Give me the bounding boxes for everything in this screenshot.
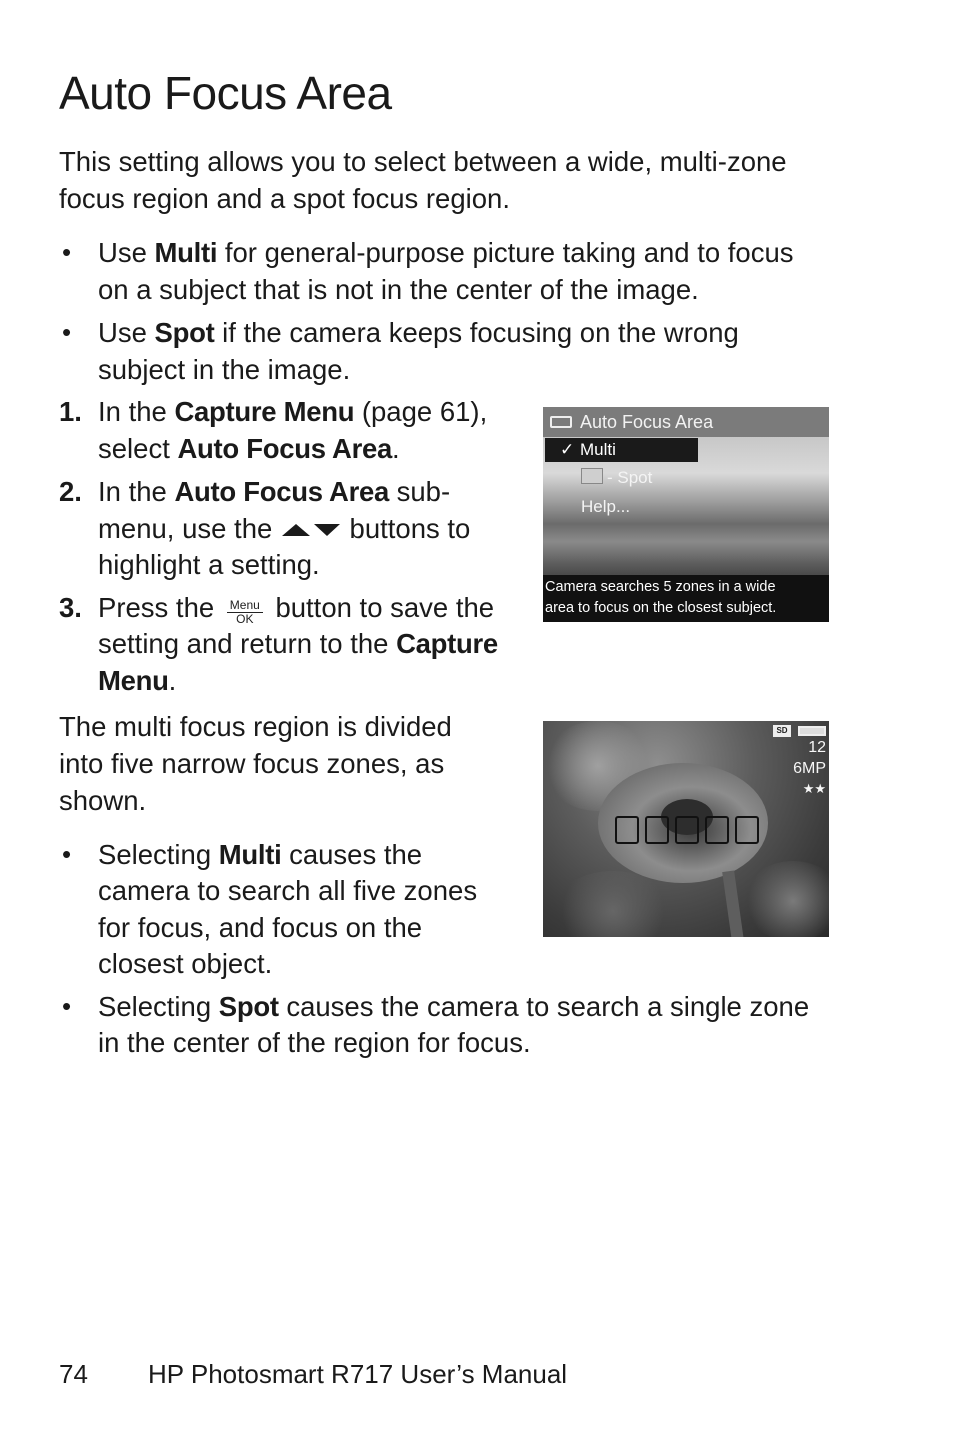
menu-header: Auto Focus Area — [543, 407, 829, 437]
up-down-arrows-icon — [280, 519, 342, 539]
bullet-select-spot-line-2: in the center of the region for focus. — [98, 1027, 531, 1058]
bullet-glyph: • — [62, 991, 72, 1021]
camera-menu-screenshot — [543, 407, 829, 622]
focus-zone — [705, 816, 729, 844]
bullet-select-multi-line-3: for focus, and focus on the — [98, 912, 423, 943]
step-3-line-2: setting and return to the Capture — [98, 628, 498, 659]
menu-item-multi: ✓ Multi — [545, 438, 698, 462]
bullet-glyph: • — [62, 237, 72, 267]
step-number: 1. — [59, 396, 82, 427]
manual-title: HP Photosmart R717 User’s Manual — [148, 1359, 568, 1389]
spot-focus-icon — [581, 468, 603, 484]
live-view-screenshot — [543, 721, 829, 937]
bullet-select-spot-line-1: Selecting Spot causes the camera to search a single zone — [98, 991, 810, 1022]
bullet-glyph: • — [62, 317, 72, 347]
step-3-line-3: Menu. — [98, 665, 177, 696]
focus-zone — [615, 816, 639, 844]
bullet-multi-line-1: Use Multi for general-purpose picture taking and to focus — [98, 237, 794, 268]
focus-zone — [645, 816, 669, 844]
page-title: Auto Focus Area — [59, 67, 392, 119]
step-number: 3. — [59, 592, 82, 623]
bullet-glyph: • — [62, 839, 72, 869]
intro-line-2: focus region and a spot focus region. — [59, 183, 510, 214]
menu-help-text: Camera searches 5 zones in a wide area to focus on the closest subject. — [543, 575, 829, 622]
check-icon: ✓ — [560, 440, 575, 459]
step-2-line-2: menu, use the buttons to — [98, 513, 471, 544]
shots-remaining: 12 — [808, 739, 826, 756]
bullet-spot-line-1: Use Spot if the camera keeps focusing on the wrong — [98, 317, 739, 348]
focus-zone — [735, 816, 759, 844]
bullet-select-multi-line-4: closest object. — [98, 948, 273, 979]
bullet-multi-line-2: on a subject that is not in the center of the image. — [98, 274, 699, 305]
step-2-line-1: In the Auto Focus Area sub- — [98, 476, 451, 507]
multi-para-line-3: shown. — [59, 785, 147, 816]
memory-card-icon: SD — [773, 725, 791, 737]
page-number: 74 — [59, 1359, 88, 1389]
step-2-line-3: highlight a setting. — [98, 549, 320, 580]
bullet-select-multi-line-1: Selecting Multi causes the — [98, 839, 423, 870]
battery-icon — [798, 726, 826, 736]
resolution-indicator: 6MP — [793, 760, 826, 777]
multi-para-line-2: into five narrow focus zones, as — [59, 748, 445, 779]
bullet-spot-line-2: subject in the image. — [98, 354, 351, 385]
menu-ok-button-icon: Menu OK — [222, 599, 268, 629]
intro-line-1: This setting allows you to select between a wide, multi-zone — [59, 146, 787, 177]
focus-zone — [675, 816, 699, 844]
step-1-line-1: In the Capture Menu (page 61), — [98, 396, 488, 427]
menu-item-spot: - Spot — [581, 467, 652, 489]
step-1-line-2: select Auto Focus Area. — [98, 433, 400, 464]
step-3-line-1: Press the Menu OK button to save the — [98, 589, 494, 629]
quality-stars-icon: ★★ — [802, 781, 826, 796]
multi-para-line-1: The multi focus region is divided — [59, 711, 452, 742]
focus-area-icon — [550, 416, 572, 428]
menu-item-help: Help... — [581, 497, 631, 516]
step-number: 2. — [59, 476, 82, 507]
bullet-select-multi-line-2: camera to search all five zones — [98, 875, 478, 906]
